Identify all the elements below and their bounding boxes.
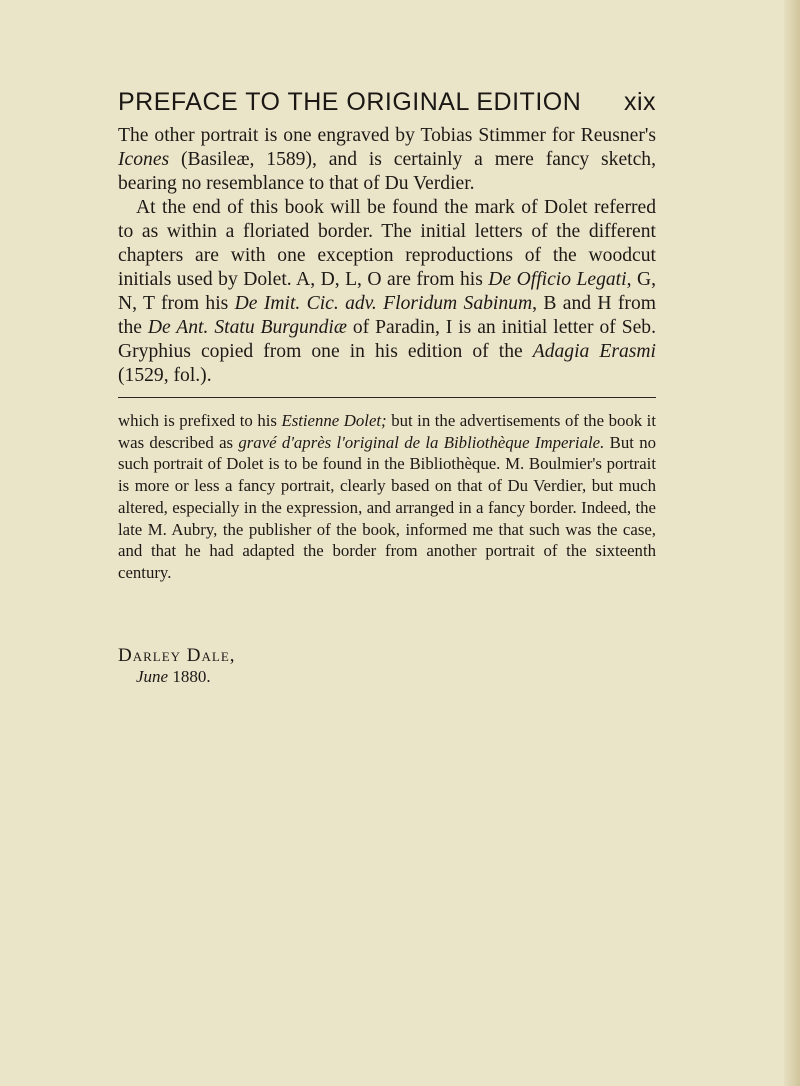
- text-run: , B and H from the: [118, 293, 656, 338]
- italic-title: Icones: [118, 149, 170, 170]
- italic-title: De Imit. Cic. adv. Floridum Sabinum: [234, 293, 533, 314]
- italic-title: De Officio Legati: [488, 269, 627, 290]
- text-run: which is prefixed to his: [118, 411, 282, 430]
- text-run: The other portrait is one engraved by Tobias Stimmer for Reusner's: [118, 125, 656, 146]
- footnote-paragraph: [118, 410, 656, 584]
- text-run: At the end of this book will be found the mark of Dolet referred to as within a floriated border. The initial letters of the different chapters are with one exception reproductions of the woodcut initials used by Dolet. A, D, L, O are from his: [118, 197, 656, 290]
- text-run: , G, N, T from his: [118, 269, 656, 314]
- text-run: But no such portrait of Dolet is to be found in the Bibliothèque. M. Boulmier's portrait is more or less a fancy portrait, clearly based on that of Du Verdier, but much altered, especially in the expression, and arranged in a fancy border. Indeed, the late M. Aubry, the publisher of the book, informed me that such was the case, and that he had adapted the border from another portrait of the sixteenth century.: [118, 432, 656, 582]
- signature-date: [118, 666, 236, 687]
- footnote: [118, 410, 656, 584]
- italic-title: De Ant. Statu Burgundiæ: [147, 317, 347, 338]
- page-number: xix: [623, 88, 656, 116]
- running-head-title: PREFACE TO THE ORIGINAL EDITION: [118, 88, 582, 116]
- text-run: of Paradin, I is an initial letter of Seb. Gryphius copied from one in his edition of the: [118, 317, 656, 362]
- italic-title: Adagia Erasmi: [532, 341, 656, 362]
- page-edge-shadow: [784, 0, 800, 1086]
- paragraph-stimmer-portrait: [118, 124, 656, 196]
- signature-name: Darley Dale,: [118, 645, 236, 666]
- signature-year: 1880.: [168, 667, 211, 686]
- main-text: [118, 124, 656, 388]
- paragraph-initial-letters: [118, 196, 656, 388]
- text-run: (1529, fol.).: [118, 365, 212, 386]
- signature-month: June: [136, 667, 169, 686]
- italic-title: Estienne Dolet;: [281, 411, 387, 430]
- footnote-rule: [118, 397, 656, 398]
- text-run: but in the advertisements of the book it was described as: [118, 411, 656, 452]
- italic-quote: gravé d'après l'original de la Bibliothèque Imperiale.: [238, 432, 605, 452]
- text-run: (Basileæ, 1589), and is certainly a mere fancy sketch, bearing no resemblance to that of Du Verdier.: [118, 149, 656, 194]
- signature-block: [118, 645, 236, 687]
